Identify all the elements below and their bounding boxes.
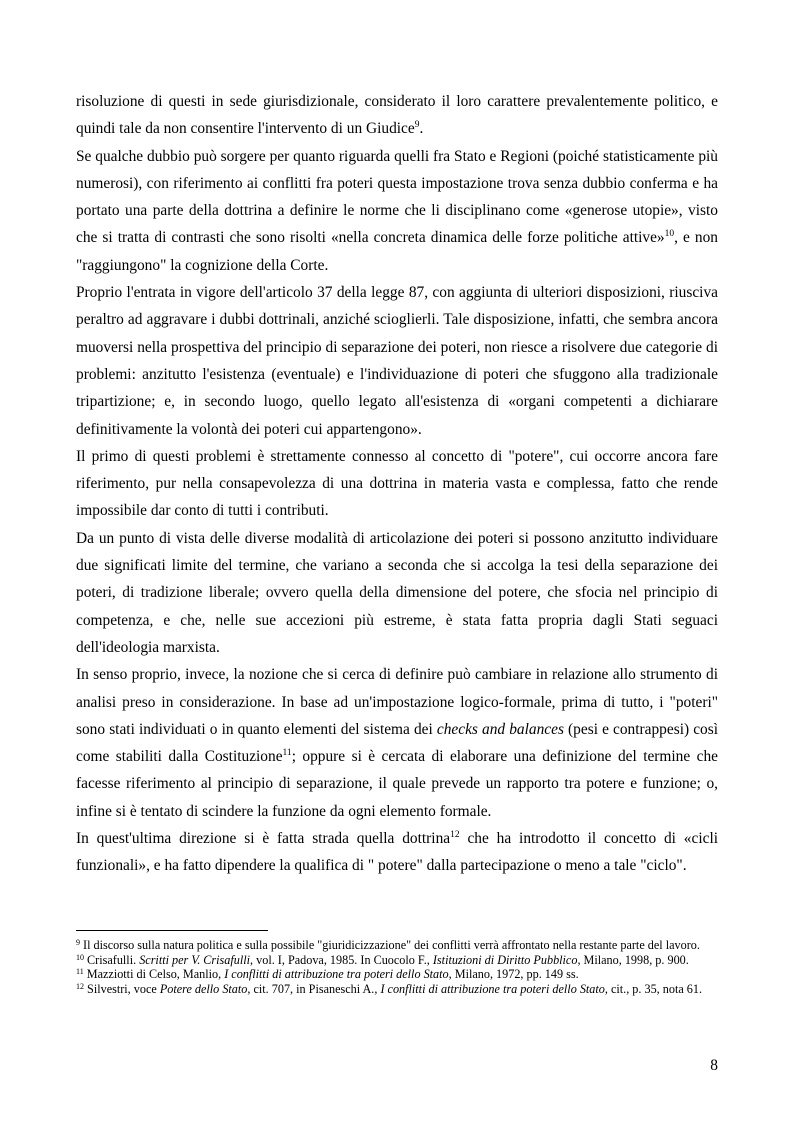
footnote-ref-11[interactable]: 11 bbox=[282, 748, 292, 759]
page-number: 8 bbox=[710, 1057, 718, 1074]
footnote-9: $^9$ Il discorso sulla natura politica e sulla possibile "giuridicizzazione" dei conflitti verrà affrontato nella restante parte del lavoro. bbox=[76, 938, 700, 952]
paragraph-1: risoluzione di questi in sede giurisdizionale, considerato il loro carattere prevalentemente politico, e quindi tale da non consentire l'intervento di un Giudice$^9$. bbox=[76, 93, 718, 138]
footnotes bbox=[76, 938, 718, 996]
document-body bbox=[76, 88, 718, 880]
paragraph-2: Se qualche dubbio può sorgere per quanto riguarda quelli fra Stato e Regioni (poiché statisticamente più numerosi), con riferimento ai conflitti fra poteri questa impostazione trova senza dubbio conferma e ha portato una parte della dottrina a definire le norme che li disciplinano come «generose utopie», visto che si tratta di contrasti che sono risolti «nella concreta dinamica delle forze politiche attive»$^{10}$, e non "raggiungono" la cognizione della Corte. bbox=[76, 147, 718, 274]
paragraph-5: Da un punto di vista delle diverse modalità di articolazione dei poteri si possono anzitutto individuare due significati limite del termine, che variano a seconda che si accolga la tesi della separazione dei poteri, di tradizione liberale; ovvero quella della dimensione del potere, che sfocia nel principio di competenza, e che, nelle sue accezioni più estreme, è stata fatta propria dagli Stati seguaci dell'ideologia marxista. bbox=[76, 529, 718, 656]
paragraph-4: Il primo di questi problemi è strettamente connesso al concetto di "potere", cui occorre ancora fare riferimento, pur nella consapevolezza di una dottrina in materia vasta e complessa, fatto che rende impossibile dar conto di tutti i contributi. bbox=[76, 447, 718, 520]
footnote-12: $^{12}$ Silvestri, voce Potere dello Stato, cit. 707, in Pisaneschi A., I conflitti di attribuzione tra poteri dello Stato, cit., p. 35, nota 61. bbox=[76, 981, 703, 996]
footnote-10: $^{10}$ Crisafulli. Scritti per V. Crisafulli, vol. I, Padova, 1985. In Cuocolo F., Istituzioni di Diritto Pubblico, Milano, 1998, p. 900. bbox=[76, 952, 689, 967]
footnote-11: $^{11}$ Mazziotti di Celso, Manlio, I conflitti di attribuzione tra poteri dello Stato, Milano, 1972, pp. 149 ss. bbox=[76, 967, 579, 981]
footnote-separator bbox=[76, 930, 268, 931]
footnote-ref-10[interactable]: 10 bbox=[664, 229, 675, 240]
paragraph-6: In senso proprio, invece, la nozione che si cerca di definire può cambiare in relazione allo strumento di analisi preso in considerazione. In base ad un'impostazione logico-formale, prima di tutto, i "poteri" sono stati individuati o in quanto elementi del sistema dei checks and balances (pesi e contrappesi) così come stabiliti dalla Costituzione$^{11}$; oppure si è cercata di elaborare una definizione del termine che facesse riferimento al principio di separazione, il quale prevede un rapporto tra potere e funzione; o, infine si è tentato di scindere la funzione da ogni elemento formale. bbox=[76, 666, 719, 820]
italic-term: checks and balances bbox=[436, 720, 564, 738]
paragraph-3: Proprio l'entrata in vigore dell'articolo 37 della legge 87, con aggiunta di ulteriori disposizioni, riusciva peraltro ad aggravare i dubbi dottrinali, anziché scioglierli. Tale disposizione, infatti, che sembra ancora muoversi nella prospettiva del principio di separazione dei poteri, non riesce a risolvere due categorie di problemi: anzitutto l'esistenza (eventuale) e l'individuazione di poteri che sfuggono alla tradizionale tripartizione; e, in secondo luogo, quello legato all'esistenza di «organi competenti a dichiarare definitivamente la volontà dei poteri cui appartengono». bbox=[76, 284, 718, 438]
footnote-ref-9[interactable]: 9 bbox=[414, 120, 420, 131]
footnote-ref-12[interactable]: 12 bbox=[450, 830, 460, 841]
paragraph-7: In quest'ultima direzione si è fatta strada quella dottrina$^{12}$ che ha introdotto il concetto di «cicli funzionali», e ha fatto dipendere la qualifica di " potere" dalla partecipazione o meno a tale "ciclo". bbox=[76, 830, 718, 875]
